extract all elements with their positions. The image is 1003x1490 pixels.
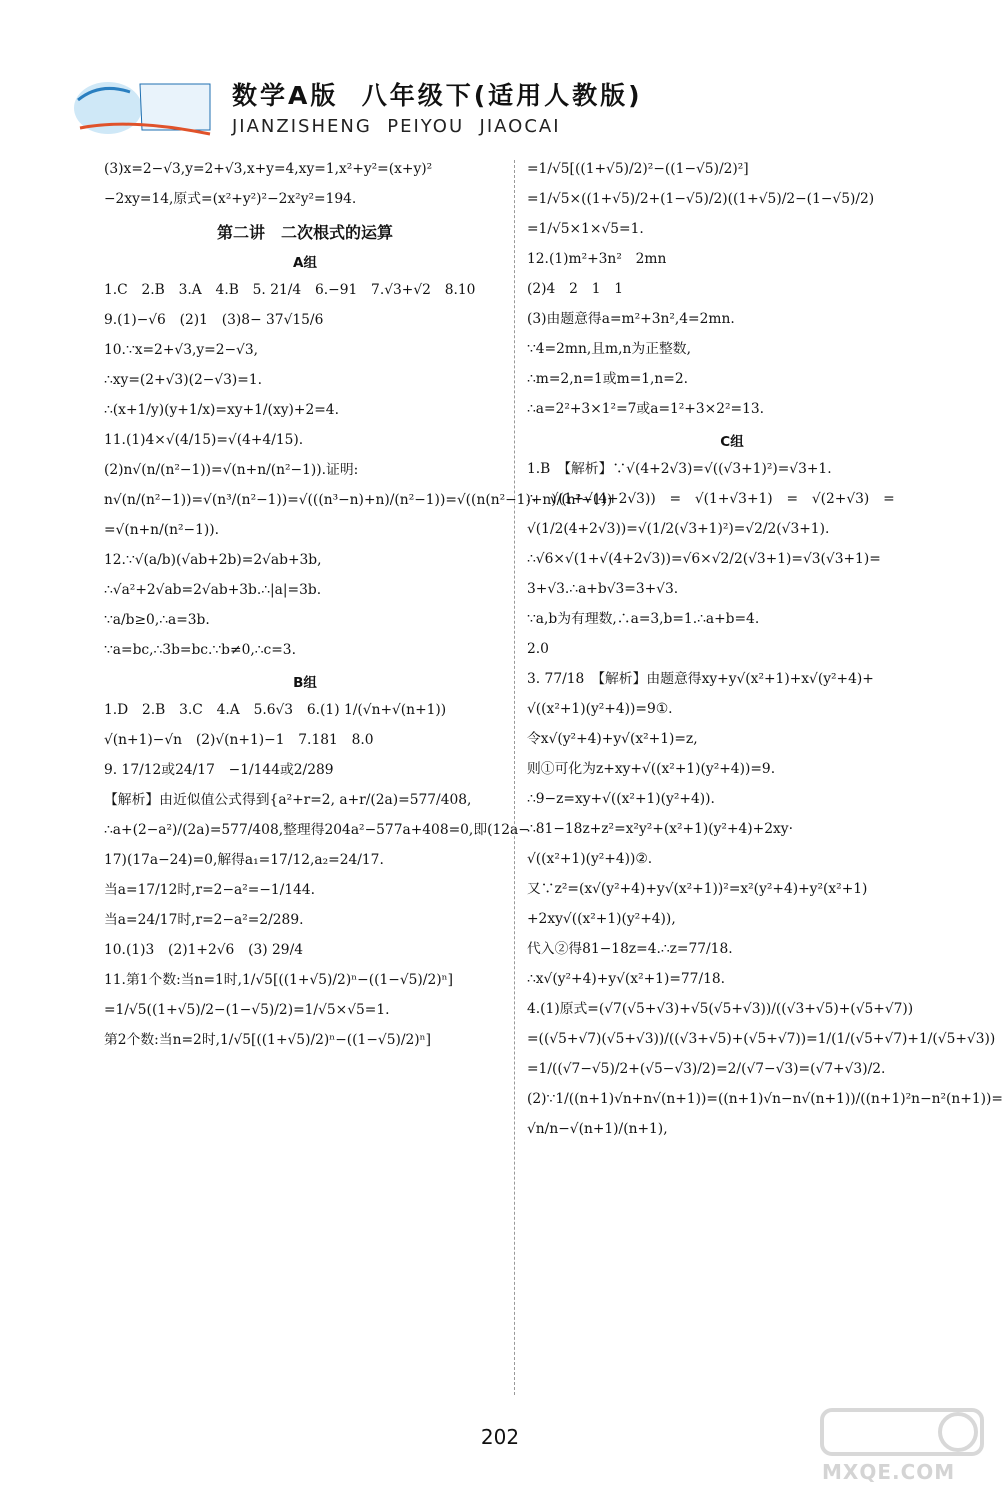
book-subtitle: JIANZISHENG PEIYOU JIAOCAI [232, 116, 561, 137]
answer-line: 第2个数:当n=2时,1/√5[((1+√5)/2)ⁿ−((1−√5)/2)ⁿ] [104, 1032, 432, 1048]
watermark-text: MXQE.COM [822, 1460, 956, 1484]
answer-line: 12.∵√(a/b)(√ab+2b)=2√ab+3b, [104, 552, 322, 568]
answer-line: ∴a+(2−a²)/(2a)=577/408,整理得204a²−577a+408=0,即(12a− [104, 822, 530, 838]
answer-line: 9.(1)−√6 (2)1 (3)8− 37√15/6 [104, 312, 324, 328]
answer-line: +2xy√((x²+1)(y²+4)), [527, 911, 676, 927]
answer-line: 3+√3.∴a+b√3=3+√3. [527, 581, 679, 597]
answer-line: 3. 77/18 【解析】由题意得xy+y√(x²+1)+x√(y²+4)+ [527, 671, 874, 687]
group-heading: B组 [293, 675, 317, 691]
answer-line: √((x²+1)(y²+4))=9①. [527, 701, 673, 717]
answer-line: 则①可化为z+xy+√((x²+1)(y²+4))=9. [527, 761, 776, 777]
group-heading: A组 [293, 255, 317, 271]
right-column [527, 160, 1003, 1150]
answer-line: 4.(1)原式=(√7(√5+√3)+√5(√5+√3))/((√3+√5)+(√5+√7)) [527, 1001, 914, 1017]
book-logo [70, 78, 220, 142]
page-number: 202 [480, 1425, 520, 1449]
answer-line: 当a=17/12时,r=2−a²=−1/144. [104, 882, 316, 898]
answer-line: (2)∵1/((n+1)√n+n√(n+1))=((n+1)√n−n√(n+1))/((n+1)²n−n²(n+1))= [527, 1091, 1003, 1107]
answer-line: =((√5+√7)(√5+√3))/((√3+√5)+(√5+√7))=1/(1/(√5+√7)+1/(√5+√3)) [527, 1031, 996, 1047]
answer-line: 10.(1)3 (2)1+2√6 (3) 29/4 [104, 942, 303, 958]
answer-line: 又∵z²=(x√(y²+4)+y√(x²+1))²=x²(y²+4)+y²(x²+1) [527, 881, 868, 897]
answer-line: √(n+1)−√n (2)√(n+1)−1 7.181 8.0 [104, 732, 374, 748]
section-title: 第二讲 二次根式的运算 [216, 223, 393, 242]
answer-line: =1/((√7−√5)/2+(√5−√3)/2)=2/(√7−√3)=(√7+√3)/2. [527, 1061, 886, 1077]
answer-line: −2xy=14,原式=(x²+y²)²−2x²y²=194. [104, 191, 357, 207]
answer-line: √(1/2(4+2√3))=√(1/2(√3+1)²)=√2/2(√3+1). [527, 521, 830, 537]
answer-line: ∴√a²+2√ab=2√ab+3b.∴|a|=3b. [104, 582, 322, 598]
answer-line: =1/√5×1×√5=1. [527, 221, 644, 237]
answer-line: ∵a,b为有理数,∴a=3,b=1.∴a+b=4. [527, 611, 760, 627]
answer-line: 17)(17a−24)=0,解得a₁=17/12,a₂=24/17. [104, 852, 384, 868]
answer-line: =1/√5×((1+√5)/2+(1−√5)/2)((1+√5)/2−(1−√5)/2) [527, 191, 875, 207]
answer-line: ∴(x+1/y)(y+1/x)=xy+1/(xy)+2=4. [104, 402, 339, 418]
answer-line: 9. 17/12或24/17 −1/144或2/289 [104, 762, 334, 778]
book-title: 数学A版 八年级下(适用人教版) [232, 81, 643, 110]
answer-line: √((x²+1)(y²+4))②. [527, 851, 653, 867]
watermark-icon [818, 1402, 988, 1462]
answer-line: ∴a=2²+3×1²=7或a=1²+3×2²=13. [527, 401, 765, 417]
answer-line: 1.B 【解析】∵√(4+2√3)=√((√3+1)²)=√3+1. [527, 461, 832, 477]
answer-line: (3)x=2−√3,y=2+√3,x+y=4,xy=1,x²+y²=(x+y)² [104, 161, 433, 177]
column-divider [514, 160, 515, 1395]
answer-line: 1.C 2.B 3.A 4.B 5. 21/4 6.−91 7.√3+√2 8.10 [104, 282, 476, 298]
answer-line: 11.(1)4×√(4/15)=√(4+4/15). [104, 432, 304, 448]
answer-line: =√(n+n/(n²−1)). [104, 522, 220, 538]
answer-line: (2)n√(n/(n²−1))=√(n+n/(n²−1)).证明: [104, 462, 359, 478]
answer-line: 当a=24/17时,r=2−a²=2/289. [104, 912, 304, 928]
answer-line: =1/√5((1+√5)/2−(1−√5)/2)=1/√5×√5=1. [104, 1002, 390, 1018]
answer-line: n√(n/(n²−1))=√(n³/(n²−1))=√(((n³−n)+n)/(n²−1))=√((n(n²−1)+n)/(n²−1)) [104, 492, 613, 508]
answer-line: ∴√6×√(1+√(4+2√3))=√6×√2/2(√3+1)=√3(√3+1)= [527, 551, 881, 567]
answer-line: 11.第1个数:当n=1时,1/√5[((1+√5)/2)ⁿ−((1−√5)/2)ⁿ] [104, 972, 453, 988]
answer-line: ∵a=bc,∴3b=bc.∵b≠0,∴c=3. [104, 642, 296, 658]
answer-line: 12.(1)m²+3n² 2mn [527, 251, 667, 267]
answer-line: 2.0 [527, 641, 549, 657]
answer-line: √n/n−√(n+1)/(n+1), [527, 1121, 668, 1137]
answer-line: ∴xy=(2+√3)(2−√3)=1. [104, 372, 262, 388]
answer-line: ∴x√(y²+4)+y√(x²+1)=77/18. [527, 971, 726, 987]
answer-line: (2)4 2 1 1 [527, 281, 624, 297]
answer-line: =1/√5[((1+√5)/2)²−((1−√5)/2)²] [527, 161, 749, 177]
answer-line: 令x√(y²+4)+y√(x²+1)=z, [527, 731, 698, 747]
answer-line: (3)由题意得a=m²+3n²,4=2mn. [527, 311, 735, 327]
answer-line: ∵4=2mn,且m,n为正整数, [527, 341, 691, 357]
answer-line: ∴81−18z+z²=x²y²+(x²+1)(y²+4)+2xy· [527, 821, 793, 837]
answer-line: 10.∵x=2+√3,y=2−√3, [104, 342, 259, 358]
answer-line: ∴ √(1+√(4+2√3)) = √(1+√3+1) = √(2+√3) = [527, 491, 895, 507]
answer-line: 代入②得81−18z=4.∴z=77/18. [527, 941, 733, 957]
answer-line: 【解析】由近似值公式得到{a²+r=2, a+r/(2a)=577/408, [104, 792, 472, 808]
group-heading: C组 [720, 434, 744, 450]
answer-line: 1.D 2.B 3.C 4.A 5.6√3 6.(1) 1/(√n+√(n+1)) [104, 702, 447, 718]
answer-line: ∴9−z=xy+√((x²+1)(y²+4)). [527, 791, 715, 807]
answer-line: ∵a/b≥0,∴a=3b. [104, 612, 210, 628]
book-logo-icon [70, 78, 220, 142]
answer-line: ∴m=2,n=1或m=1,n=2. [527, 371, 689, 387]
